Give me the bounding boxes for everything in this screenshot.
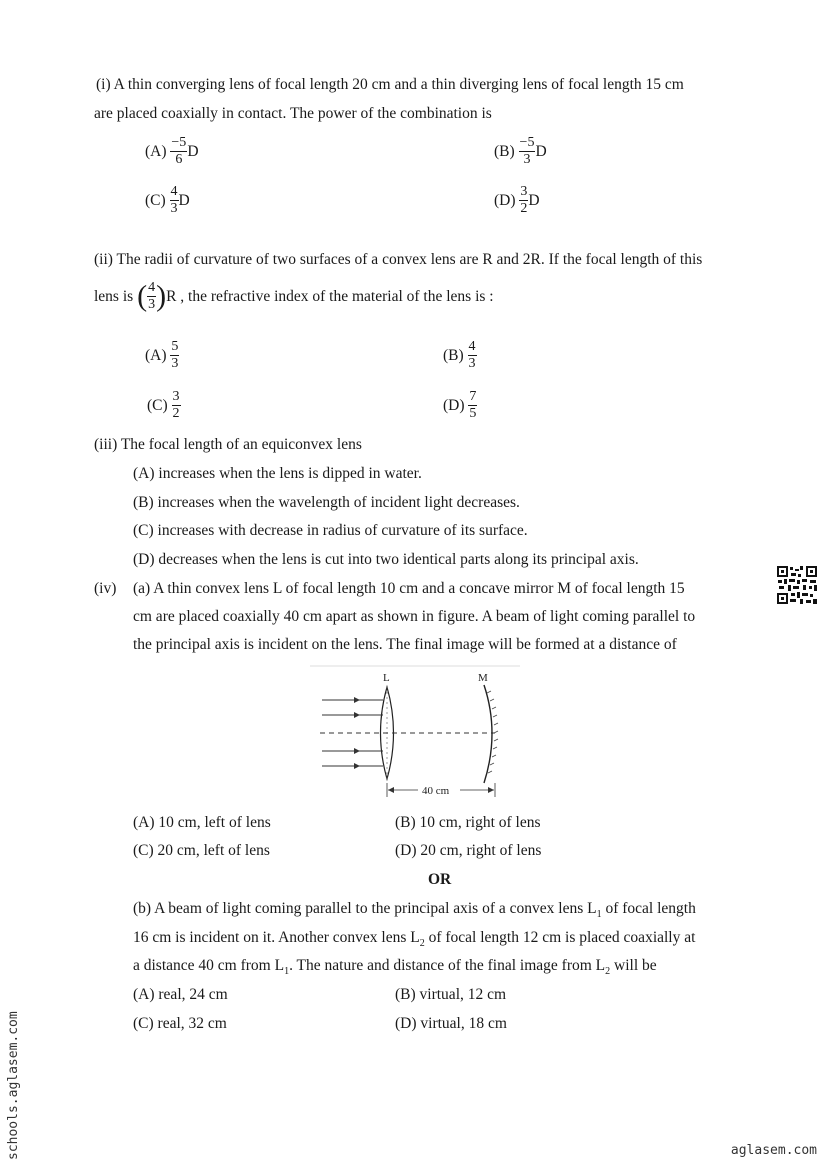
distance-label: 40 cm	[422, 785, 450, 797]
mirror-label: M	[478, 672, 488, 684]
q1-option-b[interactable]	[494, 136, 547, 167]
qr-code-icon	[776, 565, 818, 605]
q2-option-b[interactable]	[443, 340, 477, 371]
side-watermark: schools.aglasem.com	[6, 1011, 21, 1160]
fraction: $\frac{-5}{3}$	[519, 135, 535, 167]
unit: D	[178, 191, 190, 209]
q2-option-d[interactable]	[443, 390, 477, 421]
q4b-option-b[interactable]: (B) virtual, 12 cm	[395, 986, 507, 1003]
fraction: $\frac{4}{3}$	[170, 184, 178, 216]
q4a-option-c[interactable]: (C) 20 cm, left of lens	[133, 842, 270, 859]
unit: D	[187, 142, 199, 160]
q4a-stem-line2: cm are placed coaxially 40 cm apart as shown in figure. A beam of light coming parallel to	[133, 608, 696, 625]
q4b-option-d[interactable]: (D) virtual, 18 cm	[395, 1015, 507, 1032]
q1-stem-line1: (i) A thin converging lens of focal length 20 cm and a thin diverging lens of focal length 15 cm	[96, 76, 684, 93]
q4b-option-c[interactable]: (C) real, 32 cm	[133, 1015, 227, 1032]
q3-option-b[interactable]: (B) increases when the wavelength of incident light decreases.	[133, 494, 520, 511]
q3-option-c[interactable]: (C) increases with decrease in radius of curvature of its surface.	[133, 522, 528, 539]
unit: D	[528, 191, 540, 209]
q1-option-a[interactable]	[145, 136, 199, 167]
q4b-stem-line1: (b) A beam of light coming parallel to the principal axis of a convex lens $L_1$ of focal length	[133, 900, 696, 921]
q4a-stem-line1: (a) A thin convex lens L of focal length 10 cm and a concave mirror M of focal length 15	[133, 580, 685, 597]
option-label: (B)	[443, 346, 464, 364]
q3-option-a[interactable]: (A) increases when the lens is dipped in water.	[133, 465, 422, 482]
option-label: (D)	[494, 191, 516, 209]
q1-option-c[interactable]	[145, 185, 190, 216]
option-label: (D)	[443, 396, 465, 414]
q4b-stem-line2: 16 cm is incident on it. Another convex lens $L_2$ of focal length 12 cm is placed coaxially at	[133, 929, 696, 950]
unit: D	[535, 142, 547, 160]
fraction: $\frac{4}{3}$	[148, 280, 156, 312]
footer-watermark: aglasem.com	[730, 1143, 817, 1158]
lens-label: L	[383, 672, 390, 684]
q4a-option-a[interactable]: (A) 10 cm, left of lens	[133, 814, 271, 831]
lens-mirror-figure	[310, 663, 520, 803]
q3-option-d[interactable]: (D) decreases when the lens is cut into two identical parts along its principal axis.	[133, 551, 639, 568]
fraction: $\frac{7}{5}$	[469, 389, 477, 421]
q2-option-a[interactable]	[145, 340, 179, 371]
option-label: (B)	[494, 142, 515, 160]
q2-stem-line1: (ii) The radii of curvature of two surfaces of a convex lens are R and 2R. If the focal length of this	[94, 251, 703, 268]
q4-number: (iv)	[94, 580, 117, 597]
q3-stem: (iii) The focal length of an equiconvex lens	[94, 436, 362, 453]
option-label: (C)	[145, 191, 166, 209]
fraction: $\frac{4}{3}$	[468, 339, 476, 371]
q4a-option-d[interactable]: (D) 20 cm, right of lens	[395, 842, 542, 859]
fraction: $\frac{3}{2}$	[520, 184, 528, 216]
option-label: (C)	[147, 396, 168, 414]
q1-stem-line2: are placed coaxially in contact. The power of the combination is	[94, 105, 492, 122]
q4a-option-b[interactable]: (B) 10 cm, right of lens	[395, 814, 541, 831]
fraction: $\frac{-5}{6}$	[171, 135, 187, 167]
concave-mirror	[484, 685, 492, 783]
fraction: $\frac{3}{2}$	[172, 389, 180, 421]
option-label: (A)	[145, 142, 167, 160]
q1-option-d[interactable]	[494, 185, 540, 216]
or-separator: OR	[428, 871, 452, 888]
q4b-stem-line3: a distance 40 cm from $L_1$. The nature and distance of the final image from $L_2$ will be	[133, 957, 657, 978]
q4a-stem-line3: the principal axis is incident on the lens. The final image will be formed at a distance of	[133, 636, 677, 653]
option-label: (A)	[145, 346, 167, 364]
q2-stem-line2: lens is ( $\frac{4}{3}$ )R , the refractive index of the material of the lens is :	[94, 279, 494, 313]
q4b-option-a[interactable]: (A) real, 24 cm	[133, 986, 228, 1003]
fraction: $\frac{5}{3}$	[171, 339, 179, 371]
q2-option-c[interactable]	[147, 390, 181, 421]
